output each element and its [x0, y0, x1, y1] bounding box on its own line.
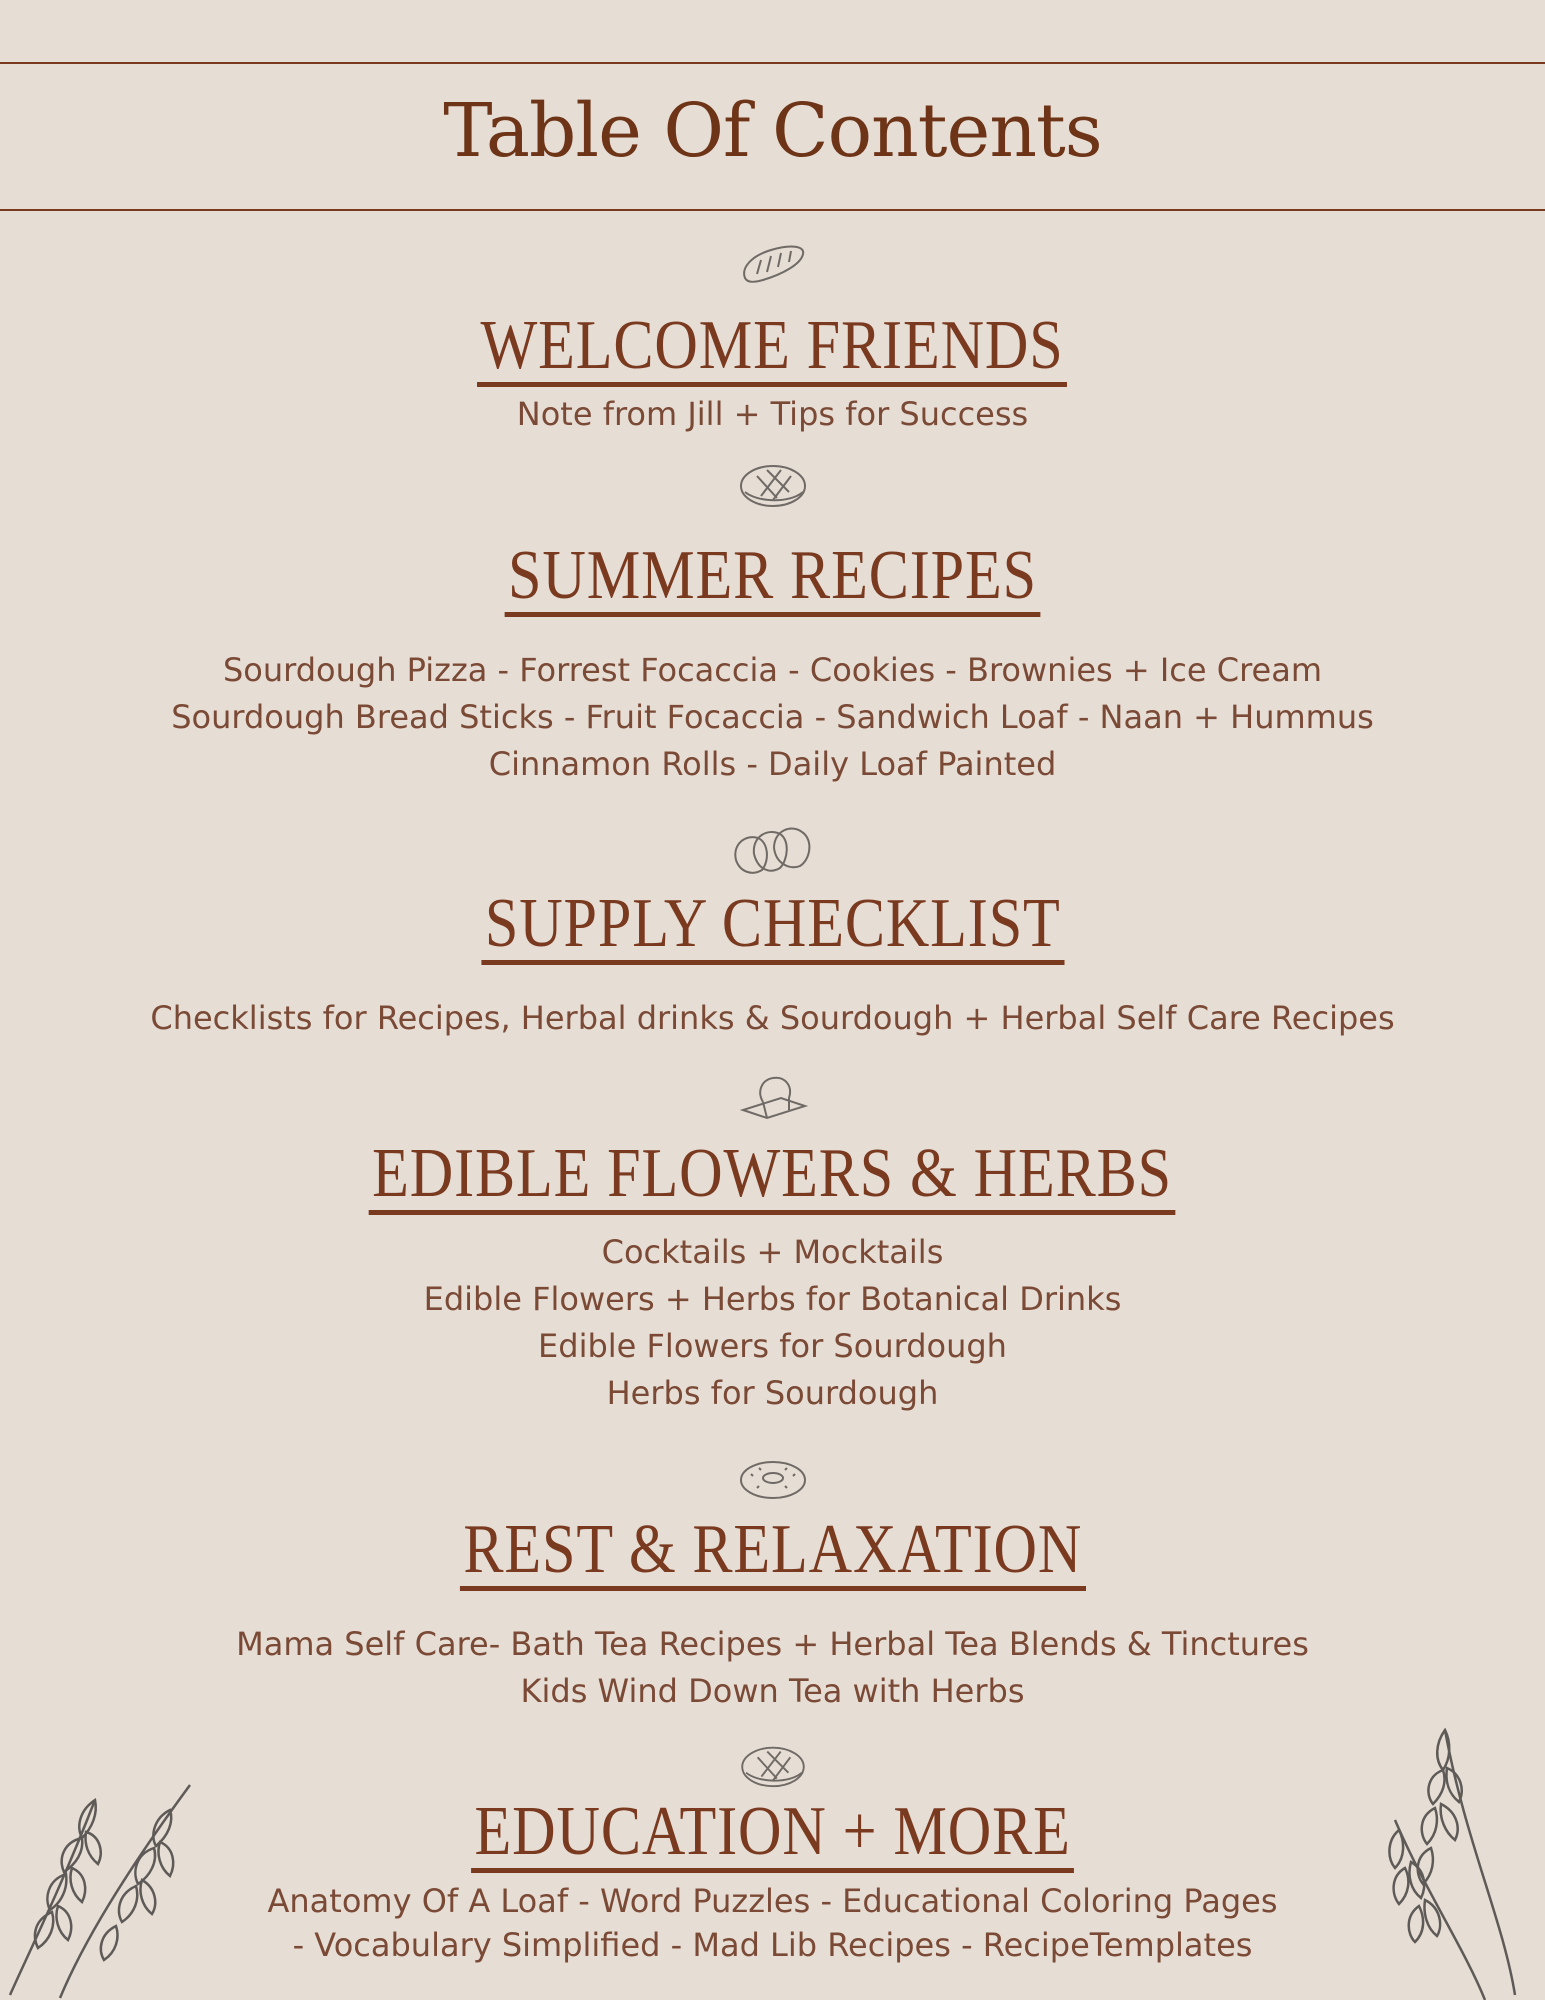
section-education-more: [0, 1740, 1545, 1967]
section-line: Sourdough Pizza - Forrest Focaccia - Cookies - Brownies + Ice Cream: [222, 651, 1323, 689]
section-line: Checklists for Recipes, Herbal drinks & Sourdough + Herbal Self Care Recipes: [150, 999, 1395, 1037]
scored-loaf-icon: [737, 1740, 809, 1790]
bread-slice-icon: [737, 1072, 809, 1124]
bagel-icon: [737, 1456, 809, 1502]
section-rest-relaxation: [0, 1456, 1545, 1715]
top-rule: [0, 62, 1545, 64]
section-line: Mama Self Care- Bath Tea Recipes + Herbal Tea Blends & Tinctures: [236, 1625, 1309, 1663]
section-heading[interactable]: SUMMER RECIPES: [505, 540, 1041, 617]
section-line: Herbs for Sourdough: [606, 1374, 939, 1412]
section-heading[interactable]: REST & RELAXATION: [460, 1514, 1086, 1591]
section-line: Kids Wind Down Tea with Herbs: [520, 1672, 1025, 1710]
section-heading[interactable]: EDIBLE FLOWERS & HERBS: [369, 1138, 1176, 1215]
section-heading[interactable]: EDUCATION + MORE: [471, 1796, 1074, 1873]
section-line: Edible Flowers for Sourdough: [538, 1327, 1007, 1365]
section-supply-checklist: [0, 820, 1545, 1042]
section-welcome-friends: [0, 238, 1545, 438]
section-edible-flowers-herbs: [0, 1072, 1545, 1417]
section-summer-recipes: [0, 458, 1545, 788]
section-line: Edible Flowers + Herbs for Botanical Drinks: [423, 1280, 1122, 1318]
section-line: Sourdough Bread Sticks - Fruit Focaccia - Sandwich Loaf - Naan + Hummus: [171, 698, 1374, 736]
section-line: Anatomy Of A Loaf - Word Puzzles - Educational Coloring Pages: [267, 1882, 1278, 1920]
title-bottom-rule: [0, 209, 1545, 211]
sliced-bread-icon: [728, 820, 818, 878]
scored-loaf-icon: [737, 458, 809, 510]
section-line: Cocktails + Mocktails: [601, 1233, 944, 1271]
section-heading[interactable]: SUPPLY CHECKLIST: [481, 888, 1064, 965]
wheat-icon: [0, 1780, 200, 2000]
section-line: - Vocabulary Simplified - Mad Lib Recipes - RecipeTemplates: [292, 1926, 1253, 1964]
wheat-icon: [1385, 1720, 1545, 2000]
section-heading[interactable]: WELCOME FRIENDS: [477, 310, 1067, 387]
section-line: Cinnamon Rolls - Daily Loaf Painted: [488, 745, 1057, 783]
section-line: Note from Jill + Tips for Success: [516, 395, 1029, 433]
page-title: Table Of Contents: [443, 88, 1102, 174]
baguette-icon: [737, 238, 809, 290]
